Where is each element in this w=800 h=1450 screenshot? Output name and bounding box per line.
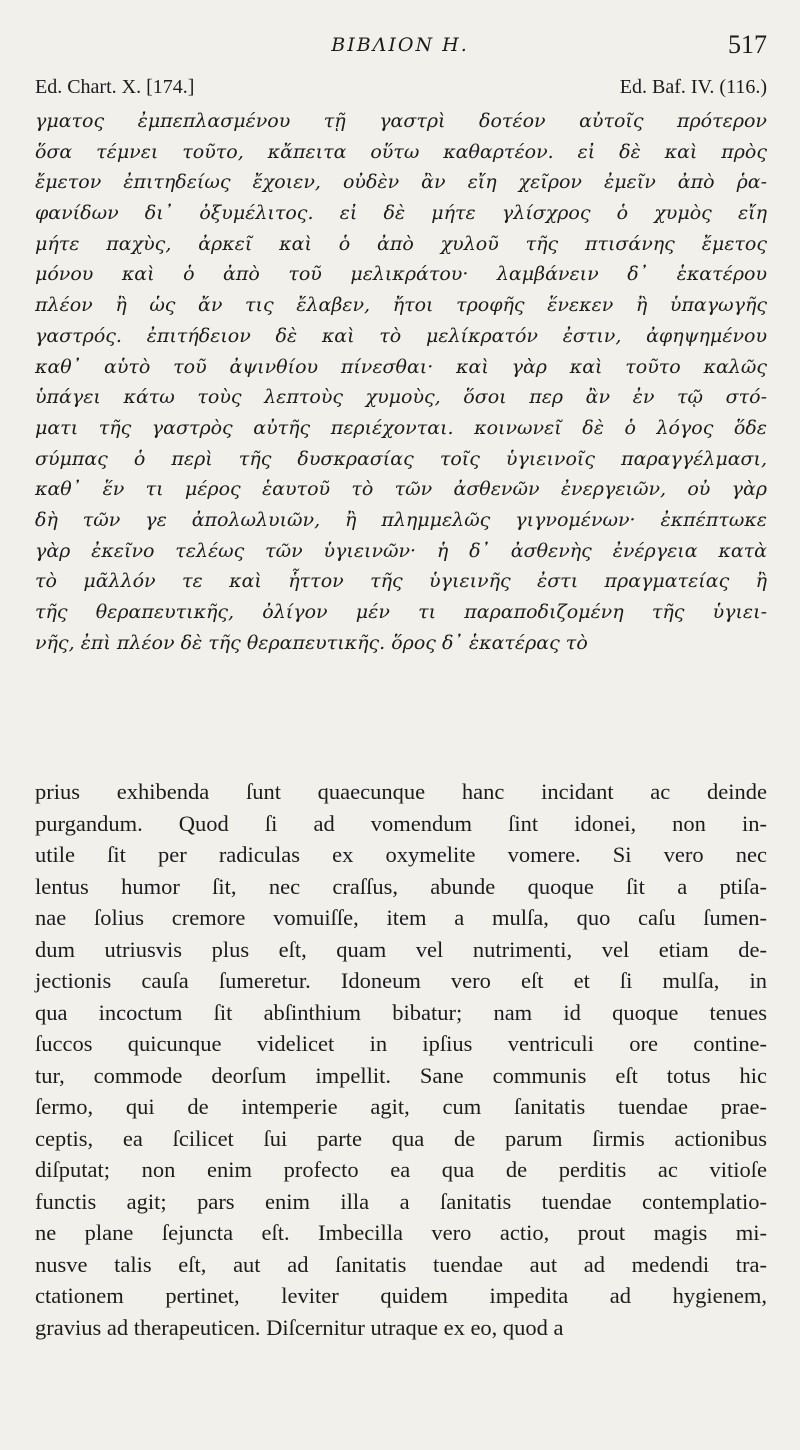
greek-text-line: τῆς θεραπευτικῆς, ὀλίγον μέν τι παραποδιζομένη τῆς ὑγιει- <box>35 601 767 623</box>
greek-text-line: ἔμετον ἐπιτηδείως ἔχοιεν, οὐδὲν ἂν εἴη χεῖρον ἐμεῖν ἀπὸ ῥα- <box>35 171 767 194</box>
greek-text-line: ὅσα τέμνει τοῦτο, κἄπειτα οὕτω καθαρτέον. εἰ δὲ καὶ πρὸς <box>35 140 767 163</box>
greek-text-line: ματι τῆς γαστρὸς αὐτῆς περιέχονται. κοινωνεῖ δὲ ὁ λόγος ὅδε <box>35 416 767 439</box>
greek-text-block <box>35 106 767 658</box>
greek-text-line: καθ᾽ ἕν τι μέρος ἑαυτοῦ τὸ τῶν ἀσθενῶν ἐνεργειῶν, οὐ γὰρ <box>35 478 767 501</box>
greek-text-line: νῆς, ἐπὶ πλέον δὲ τῆς θεραπευτικῆς. ὅρος δ᾽ ἑκατέρας τὸ <box>35 631 588 654</box>
greek-text-line: πλέον ἢ ὡς ἄν τις ἔλαβεν, ἤτοι τροφῆς ἕνεκεν ἢ ὑπαγωγῆς <box>35 294 767 317</box>
latin-text-line: prius exhibenda ſunt quaecunque hanc incidant ac deinde <box>35 779 767 804</box>
latin-text-line: utile ſit per radiculas ex oxymelite vomere. Si vero nec <box>35 842 767 867</box>
greek-text-line: τὸ μᾶλλόν τε καὶ ἧττον τῆς ὑγιεινῆς ἐστι πραγματείας ἢ <box>35 570 767 593</box>
latin-text-line: ceptis, ea ſcilicet ſui parte qua de parum ſirmis actionibus <box>35 1125 767 1151</box>
greek-text-line: γματος ἐμπεπλασμένου τῇ γαστρὶ δοτέον αὐτοῖς πρότερον <box>35 110 767 132</box>
running-head <box>0 30 800 60</box>
latin-text-line: lentus humor ſit, nec craſſus, abunde quoque ſit a ptiſa- <box>35 873 767 899</box>
latin-text-line: ſuccos quicunque videlicet in ipſius ventriculi ore contine- <box>35 1031 767 1056</box>
latin-text-line: nae ſolius cremore vomuiſſe, item a mulſa, quo caſu ſumen- <box>35 905 767 930</box>
edition-chartier-reference: Ed. Chart. X. [174.] <box>35 76 195 98</box>
latin-text-block <box>35 776 767 1343</box>
greek-text-line: ὑπάγει κάτω τοὺς λεπτοὺς χυμοὺς, ὅσοι περ ἂν ἐν τῷ στό- <box>35 386 767 409</box>
page-number: 517 <box>728 30 767 59</box>
greek-text-line: καθ᾽ αὑτὸ τοῦ ἀψινθίου πίνεσθαι· καὶ γὰρ καὶ τοῦτο καλῶς <box>35 355 767 378</box>
edition-references <box>35 76 767 102</box>
latin-text-line: tur, commode deorſum impellit. Sane communis eſt totus hic <box>35 1062 767 1088</box>
latin-text-line: jectionis cauſa ſumeretur. Idoneum vero eſt et ſi mulſa, in <box>35 968 767 993</box>
latin-text-line: purgandum. Quod ſi ad vomendum ſint idonei, non in- <box>35 810 767 836</box>
greek-text-line: μόνου καὶ ὁ ἀπὸ τοῦ μελικράτου· λαμβάνειν δ᾽ ἑκατέρου <box>35 263 767 286</box>
greek-text-line: φανίδων δι᾽ ὀξυμέλιτος. εἰ δὲ μήτε γλίσχρος ὁ χυμὸς εἴη <box>35 202 767 225</box>
greek-text-line: δὴ τῶν γε ἀπολωλυιῶν, ἢ πλημμελῶς γιγνομένων· ἐκπέπτωκε <box>35 508 767 531</box>
latin-text-line: gravius ad therapeuticen. Diſcernitur utraque ex eo, quod a <box>35 1314 564 1340</box>
latin-text-line: nusve talis eſt, aut ad ſanitatis tuendae aut ad medendi tra- <box>35 1251 767 1277</box>
latin-text-line: ne plane ſejuncta eſt. Imbecilla vero actio, prout magis mi- <box>35 1220 767 1245</box>
latin-text-line: ctationem pertinet, leviter quidem impedita ad hygienem, <box>35 1283 767 1308</box>
latin-text-line: diſputat; non enim profecto ea qua de perditis ac vitioſe <box>35 1157 767 1182</box>
greek-text-line: μήτε παχὺς, ἀρκεῖ καὶ ὁ ἀπὸ χυλοῦ τῆς πτισάνης ἔμετος <box>35 232 767 255</box>
latin-text-line: dum utriusvis plus eſt, quam vel nutrimenti, vel etiam de- <box>35 936 767 962</box>
latin-text-line: ſermo, qui de intemperie agit, cum ſanitatis tuendae prae- <box>35 1094 767 1119</box>
latin-text-line: functis agit; pars enim illa a ſanitatis tuendae contemplatio- <box>35 1188 767 1214</box>
greek-text-line: σύμπας ὁ περὶ τῆς δυσκρασίας τοῖς ὑγιεινοῖς παραγγέλμασι, <box>35 447 767 470</box>
latin-text-line: qua incoctum ſit abſinthium bibatur; nam id quoque tenues <box>35 999 767 1025</box>
greek-text-line: γαστρός. ἐπιτήδειον δὲ καὶ τὸ μελίκρατόν ἐστιν, ἀφηψημένου <box>35 324 767 347</box>
edition-basel-reference: Ed. Baf. IV. (116.) <box>619 76 767 98</box>
greek-text-line: γὰρ ἐκεῖνο τελέως τῶν ὑγιεινῶν· ἡ δ᾽ ἀσθενὴς ἐνέργεια κατὰ <box>35 539 767 562</box>
running-title: BIBΛΙΟΝ Η. <box>331 34 469 56</box>
